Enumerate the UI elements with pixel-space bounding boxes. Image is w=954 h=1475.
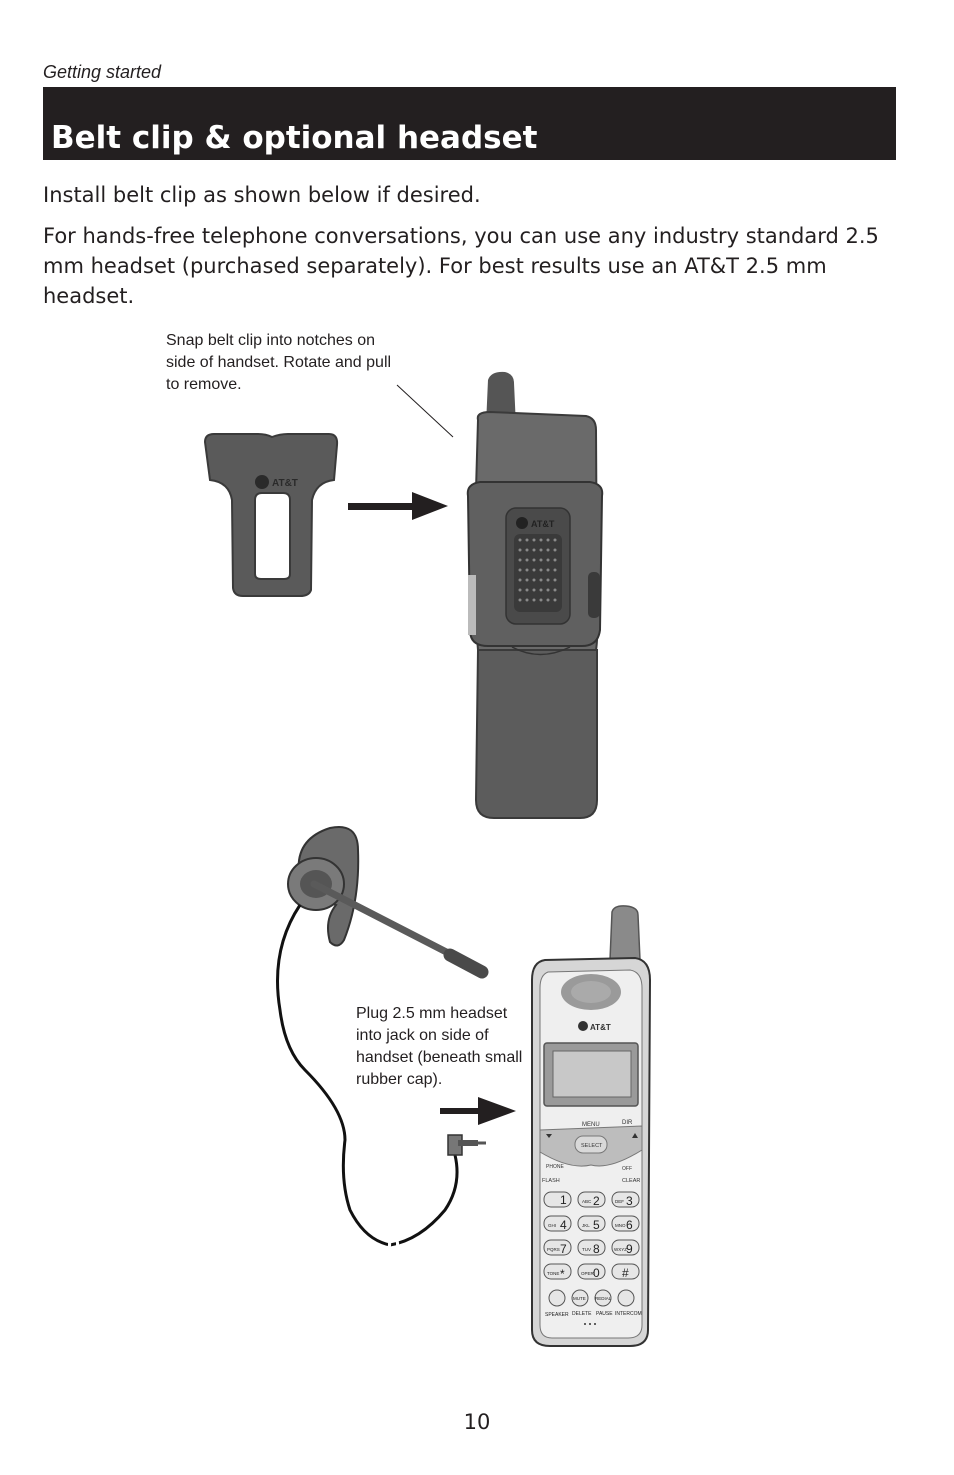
key-6-letters: MNO [615, 1223, 626, 1228]
key-4-letters: GHI [548, 1223, 557, 1228]
key-8-digit: 8 [593, 1242, 600, 1256]
key-star-digit: * [560, 1267, 565, 1281]
page-number: 10 [463, 1410, 491, 1434]
phone-key-label: PHONE [546, 1164, 564, 1170]
handset-back-image [468, 372, 603, 818]
key-9-letters: WXYZ [614, 1247, 627, 1252]
pause-key-label: PAUSE [596, 1311, 613, 1317]
key-5-digit: 5 [593, 1218, 600, 1232]
mute-key-label: MUTE [573, 1296, 586, 1301]
arrow-icon [348, 492, 448, 520]
key-1-digit: 1 [560, 1193, 567, 1207]
page-title: Belt clip & optional headset [51, 120, 538, 156]
callout-leader-line [397, 385, 453, 437]
key-5-letters: JKL [582, 1223, 590, 1228]
key-star-letters: TONE [547, 1271, 560, 1276]
belt-clip-image [205, 434, 337, 596]
key-3-digit: 3 [626, 1194, 633, 1208]
section-label: Getting started [43, 62, 162, 82]
key-3-letters: DEF [615, 1199, 624, 1204]
clear-key-label: CLEAR [622, 1178, 641, 1184]
off-key-label: OFF [622, 1166, 632, 1172]
key-0-letters: OPER [581, 1271, 594, 1276]
key-7-letters: PQRS [547, 1247, 560, 1252]
headset-image [278, 827, 487, 1252]
handset-back-brand: AT&T [531, 519, 555, 529]
key-4-digit: 4 [560, 1218, 567, 1232]
select-key-label: SELECT [581, 1143, 603, 1149]
key-2-digit: 2 [593, 1194, 600, 1208]
key-hash-digit: # [622, 1266, 629, 1280]
headset-paragraph: For hands-free telephone conversations, you can use any industry standard 2.5 mm headset (purchased separately). For best results use an AT&T 2.5 mm headset. [43, 224, 879, 308]
key-6-digit: 6 [626, 1218, 633, 1232]
speaker-key-label: SPEAKER [545, 1312, 569, 1318]
arrow-icon [440, 1097, 516, 1125]
redial-key-label: REDIAL [595, 1296, 612, 1301]
menu-key-label: MENU [582, 1122, 600, 1128]
key-7-digit: 7 [560, 1242, 567, 1256]
handset-front-image [532, 906, 650, 1346]
key-0-digit: 0 [593, 1266, 600, 1280]
intro-paragraph: Install belt clip as shown below if desired. [43, 183, 481, 207]
intercom-key-label: INTERCOM [615, 1311, 642, 1317]
belt-clip-brand: AT&T [272, 478, 298, 489]
delete-key-label: DELETE [572, 1311, 592, 1317]
dir-key-label: DIR [622, 1120, 633, 1126]
flash-key-label: FLASH [542, 1178, 560, 1184]
key-9-digit: 9 [626, 1242, 633, 1256]
headset-caption: Plug 2.5 mm headset into jack on side of handset (beneath small rubber cap). [356, 1005, 523, 1088]
key-2-letters: ABC [582, 1199, 592, 1204]
key-8-letters: TUV [582, 1247, 591, 1252]
handset-front-brand: AT&T [590, 1023, 611, 1032]
belt-clip-caption: Snap belt clip into notches on side of handset. Rotate and pull to remove. [166, 332, 392, 393]
